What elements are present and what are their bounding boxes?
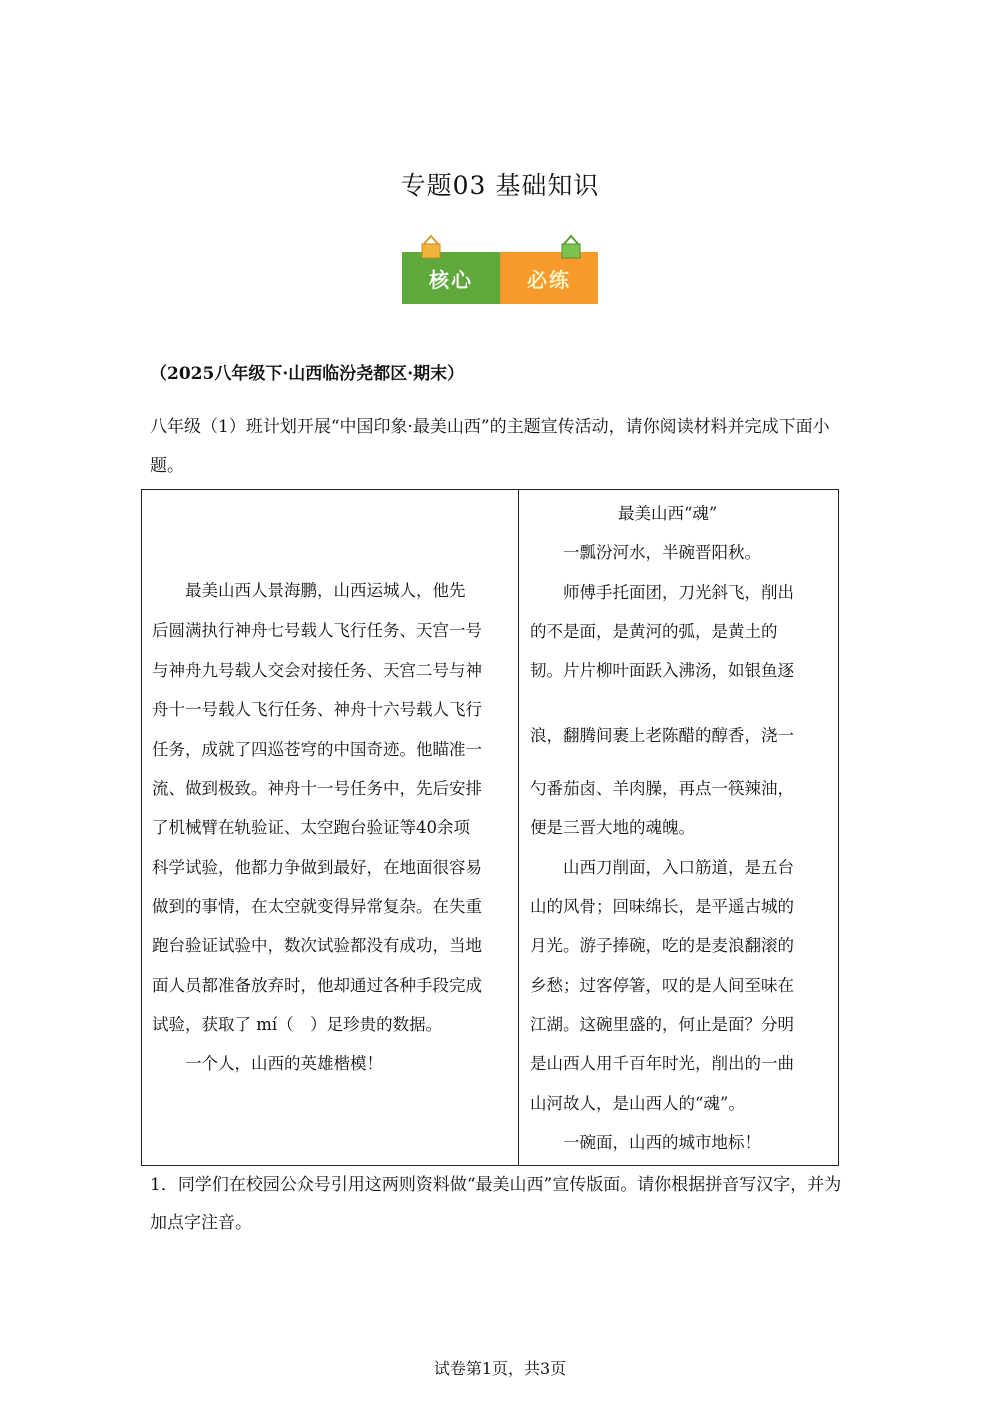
banner-left-label: 核心 [429,268,473,292]
right-line: 是山西人用千百年时光，削出的一曲 [530,1054,794,1073]
left-line: 一个人，山西的英雄楷模！ [152,1054,383,1073]
binder-clip-left-icon [420,234,442,260]
left-line: 试验，获取了 mí（ ）足珍贵的数据。 [152,1015,443,1034]
left-line: 做到的事情，在太空就变得异常复杂。在失重 [152,897,482,916]
right-line: 江湖。这碗里盛的，何止是面？分明 [530,1015,794,1034]
right-line: 月光。游子捧碗，吃的是麦浪翻滚的 [530,936,794,955]
binder-clip-right-icon [560,234,582,260]
right-heading: 最美山西“魂” [618,504,718,523]
right-line: 山的风骨；回味绵长，是平遥古城的 [530,897,794,916]
right-line: 师傅手托面团，刀光斜飞，削出 [530,583,794,602]
core-practice-banner [402,234,598,308]
intro-paragraph: 八年级（1）班计划开展“中国印象·最美山西”的主题宣传活动，请你阅读材料并完成下面小题。 [150,417,830,476]
page-title: 专题03 基础知识 [400,171,600,200]
right-line: 乡愁；过客停箸，叹的是人间至味在 [530,976,794,995]
question-1: 1．同学们在校园公众号引用这两则资料做“最美山西”宣传版面。请你根据拼音写汉字，并为加点字注音。 [150,1175,842,1233]
left-line: 任务，成就了四巡苍穹的中国奇迹。他瞄准一 [152,740,482,759]
right-line: 一碗面，山西的城市地标！ [530,1133,761,1152]
right-line: 便是三晋大地的魂魄。 [530,818,695,837]
right-line: 勺番茄卤、羊肉臊，再点一筷辣油， [530,779,794,798]
right-line: 浪，翻腾间裹上老陈醋的醇香，浇一 [530,726,794,745]
left-line: 后圆满执行神舟七号载人飞行任务、天宫一号 [152,621,482,640]
banner-right-label: 必练 [527,268,571,292]
right-line: 山河故人，是山西人的“魂”。 [530,1094,745,1113]
left-line: 科学试验，他都力争做到最好，在地面很容易 [152,858,482,877]
right-line: 的不是面，是黄河的弧，是黄土的 [530,622,778,641]
left-line: 最美山西人景海鹏，山西运城人，他先 [152,581,466,600]
question-source: （2025八年级下·山西临汾尧都区·期末） [150,364,465,384]
right-line: 一瓢汾河水，半碗晋阳秋。 [530,543,761,562]
left-line: 跑台验证试验中，数次试验都没有成功，当地 [152,936,482,955]
table-divider [518,489,519,1166]
left-line: 舟十一号载人飞行任务、神舟十六号载人飞行 [152,700,482,719]
left-line: 流、做到极致。神舟十一号任务中，先后安排 [152,779,482,798]
left-line: 了机械臂在轨验证、太空跑台验证等40余项 [152,818,470,837]
left-line: 面人员都准备放弃时，他却通过各种手段完成 [152,976,482,995]
right-line: 山西刀削面，入口筋道，是五台 [530,858,794,877]
right-line: 韧。片片柳叶面跃入沸汤，如银鱼逐 [530,661,794,680]
left-line: 与神舟九号载人交会对接任务、天宫二号与神 [152,661,482,680]
page-footer: 试卷第1页，共3页 [433,1359,567,1378]
